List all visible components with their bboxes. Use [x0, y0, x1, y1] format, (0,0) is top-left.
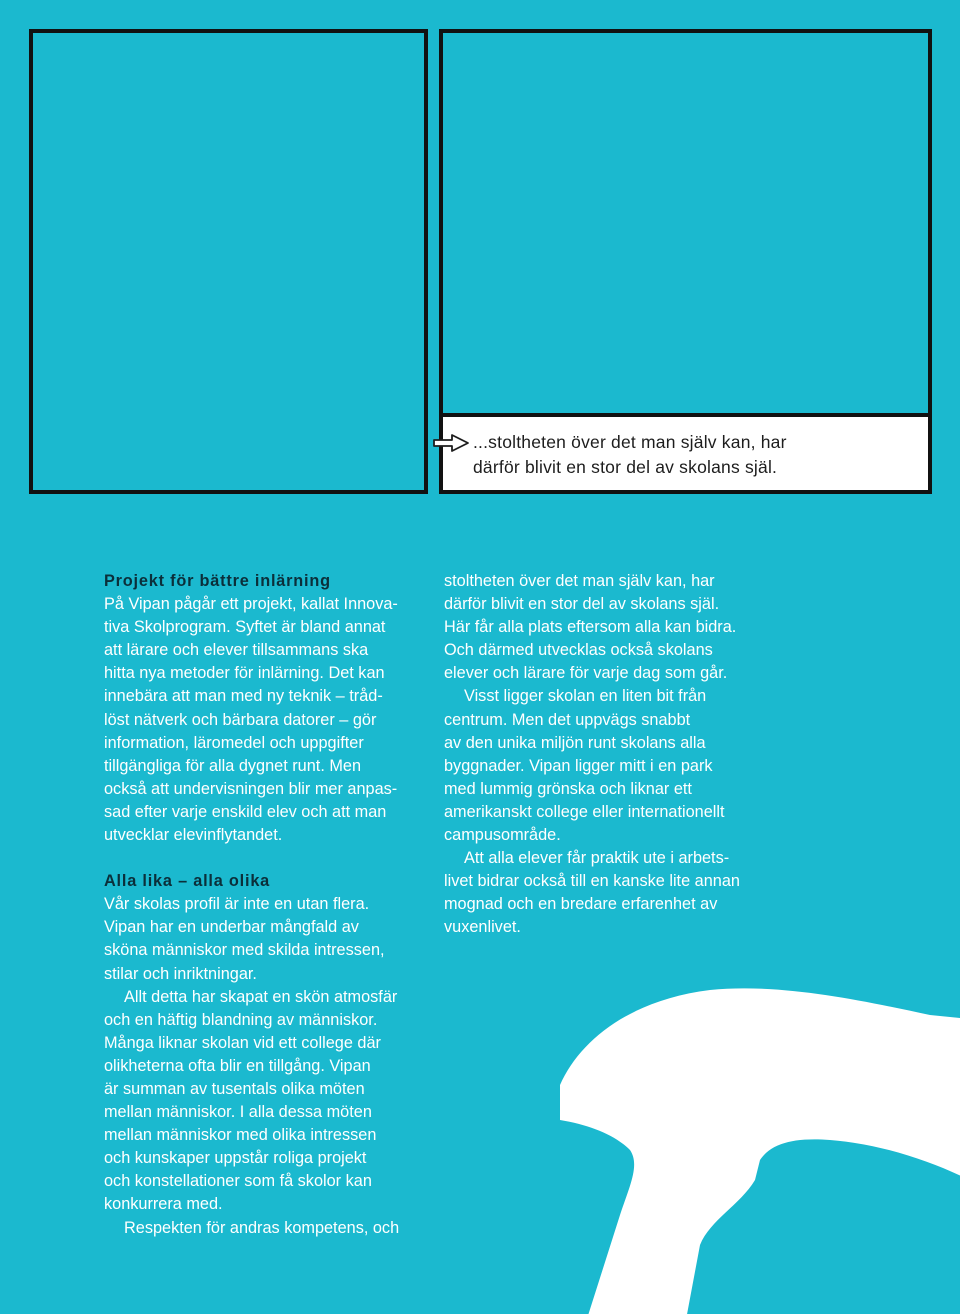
text-line: Visst ligger skolan en liten bit från [464, 687, 707, 706]
text-line: På Vipan pågår ett projekt, kallat Innova- [104, 595, 398, 614]
text-line: med lummig grönska och liknar ett [444, 779, 692, 798]
paragraph [444, 847, 784, 939]
text-line: mognad och en bredare erfarenhet av [444, 895, 718, 914]
right-column [444, 570, 784, 940]
text-line: Att alla elever får praktik ute i arbets- [464, 849, 730, 868]
text-line: också att undervisningen blir mer anpas- [104, 779, 398, 798]
paragraph [104, 593, 434, 847]
hammer-graphic [560, 945, 960, 1314]
text-line: är summan av tusentals olika möten [104, 1079, 365, 1098]
text-line: campusområde. [444, 826, 561, 845]
text-line: livet bidrar också till en kanske lite annan [444, 872, 740, 891]
text-line: amerikanskt college eller internationellt [444, 802, 725, 821]
text-line: olikheterna ofta blir en tillgång. Vipan [104, 1056, 371, 1075]
paragraph [444, 685, 784, 847]
photo-frame-left [29, 29, 428, 494]
text-line: elever och lärare för varje dag som går. [444, 664, 728, 683]
text-line: tiva Skolprogram. Syftet är bland annat [104, 618, 386, 637]
text-line: utvecklar elevinflytandet. [104, 826, 283, 845]
text-line: Och därmed utvecklas också skolans [444, 641, 713, 660]
text-line: tillgängliga för alla dygnet runt. Men [104, 756, 362, 775]
caption-text [473, 430, 787, 480]
text-line: Vår skolas profil är inte en utan flera. [104, 895, 370, 914]
paragraph [104, 1217, 434, 1240]
photo-frame-right [439, 29, 932, 417]
section-heading: Projekt för bättre inlärning [104, 572, 331, 590]
text-line: Respekten för andras kompetens, och [124, 1218, 400, 1237]
text-line: därför blivit en stor del av skolans själ. [444, 595, 720, 614]
text-line: vuxenlivet. [444, 918, 521, 937]
text-line: och en häftig blandning av människor. [104, 1010, 378, 1029]
text-line: sköna människor med skilda intressen, [104, 941, 385, 960]
text-line: stilar och inriktningar. [104, 964, 257, 983]
text-line: byggnader. Vipan ligger mitt i en park [444, 756, 713, 775]
text-line: stoltheten över det man själv kan, har [444, 572, 715, 590]
caption-line: därför blivit en stor del av skolans själ. [473, 457, 778, 477]
text-line: information, läromedel och uppgifter [104, 733, 364, 752]
text-line: centrum. Men det uppvägs snabbt [444, 710, 691, 729]
text-line: innebära att man med ny teknik – tråd- [104, 687, 383, 706]
text-line: sad efter varje enskild elev och att man [104, 802, 387, 821]
paragraph [104, 986, 434, 1217]
left-column [104, 570, 434, 1240]
text-line: av den unika miljön runt skolans alla [444, 733, 706, 752]
text-line: Här får alla plats eftersom alla kan bidra. [444, 618, 737, 637]
text-line: mellan människor. I alla dessa möten [104, 1103, 372, 1122]
text-line: att lärare och elever tillsammans ska [104, 641, 369, 660]
arrow-icon [432, 433, 472, 453]
text-line: konkurrera med. [104, 1195, 223, 1214]
text-line: Många liknar skolan vid ett college där [104, 1033, 381, 1052]
section-heading: Alla lika – alla olika [104, 872, 271, 891]
caption-box [439, 413, 932, 494]
paragraph [104, 893, 434, 985]
text-line: löst nätverk och bärbara datorer – gör [104, 710, 377, 729]
text-line: hitta nya metoder för inlärning. Det kan [104, 664, 385, 683]
text-line: Vipan har en underbar mångfald av [104, 918, 359, 937]
caption-line: ...stoltheten över det man själv kan, har [473, 432, 787, 452]
text-line: mellan människor med olika intressen [104, 1126, 377, 1145]
text-line: och konstellationer som få skolor kan [104, 1172, 372, 1191]
text-line: och kunskaper uppstår roliga projekt [104, 1149, 367, 1168]
text-line: Allt detta har skapat en skön atmosfär [124, 987, 398, 1006]
paragraph [444, 570, 784, 685]
